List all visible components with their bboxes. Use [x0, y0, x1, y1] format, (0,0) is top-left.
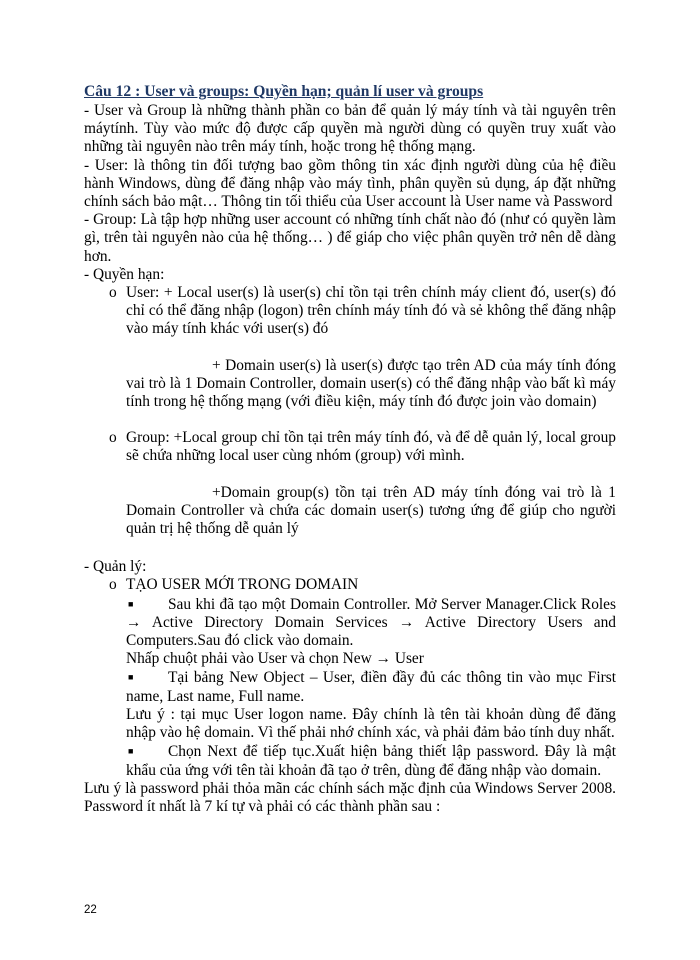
step-1-text: Sau khi đã tạo một Domain Controller. Mở Server Manager.Click Roles → Active Directory Domain Services → Active Directory Users and Computers.Sau đó click vào domain.: [126, 595, 616, 650]
step-1b-text: Nhấp chuột phải vào User và chọn New → User: [126, 650, 424, 668]
page-number: 22: [84, 904, 97, 916]
paragraph-user: - User: là thông tin đối tượng bao gồm thông tin xác định người dùng của hệ điều hành Windows, dùng để đăng nhập vào máy tình, phân quyền sủ dụng, áp đặt những chính sách bảo mật… Thông tin tối thiểu của User account là User name và Password: [84, 156, 616, 211]
note-text: Lưu ý : tại mục User logon name. Đây chính là tên tài khoản dùng để đăng nhập vào hệ domain. Vì thế phải nhớ chính xác, và phải đảm bảo tính duy nhất.: [126, 705, 616, 742]
list-item-group-local: [84, 429, 616, 465]
paragraph-group: - Group: Là tập hợp những user account có những tính chất nào đó (như có quyền làm gì, trên tài nguyên nào của hệ thống… ) để giáp cho việc phân quyền trở nên dễ dàng hơn.: [84, 211, 616, 265]
page-title: Câu 12 : User và groups: Quyền hạn; quản lí user và groups: [84, 83, 484, 100]
step-3: [84, 742, 616, 779]
circle-bullet-icon: o: [109, 284, 117, 302]
paragraph-permissions: - Quyền hạn:: [84, 265, 165, 283]
group-domain-text: +Domain group(s) tồn tại trên AD máy tính đóng vai trò là 1 Domain Controller và chứa các domain user(s) tương ứng để giúp cho người quản trị hệ thống dễ quản lý: [126, 483, 616, 538]
circle-bullet-icon: o: [109, 429, 117, 447]
create-user-heading: TẠO USER MỚI TRONG DOMAIN: [126, 576, 359, 594]
paragraph-management: - Quản lý:: [84, 558, 147, 576]
paragraph-intro: - User và Group là những thành phần co bản để quản lý máy tính và tài nguyên trên máytính. Tùy vào mức độ được cấp quyền mà người dùng có quyền truy xuất vào những tài nguyên nào trên máy tính, hoặc trong hệ thống mạng.: [84, 102, 616, 156]
step-2: [84, 668, 616, 705]
document-body: [84, 82, 616, 816]
group-local-text: Group: +Local group chỉ tồn tại trên máy tính đó, và để dễ quản lý, local group sẽ chứa những local user cùng nhóm (group) với mình.: [126, 429, 616, 465]
square-bullet-icon: ■: [128, 746, 134, 757]
circle-bullet-icon: o: [109, 576, 117, 594]
step-3-text: Chọn Next để tiếp tục.Xuất hiện bảng thiết lập password. Đây là mật khẩu của ứng với tên tài khoản đã tạo ở trên, dùng để đăng nhập vào domain.: [126, 743, 616, 779]
list-item-user-local: [84, 284, 616, 339]
square-bullet-icon: ■: [128, 672, 134, 683]
user-local-text: User: + Local user(s) là user(s) chỉ tồn tại trên chính máy client đó, user(s) đó chỉ có thể đăng nhập (logon) trên chính máy tính đó và sẻ không thể đăng nhập vào máy tính khác với user(s) đó: [126, 284, 616, 338]
step-2-text: Tại bảng New Object – User, điền đầy đủ các thông tin vào mục First name, Last name, Full name.: [126, 669, 616, 705]
user-domain-text: + Domain user(s) là user(s) được tạo trên AD của máy tính đóng vai trò là 1 Domain Controller, domain user(s) có thể đăng nhập vào bất kì máy tính trong hệ thống mạng (với điều kiện, máy tính đó được join vào domain): [126, 356, 616, 411]
list-item-create-user: [84, 576, 616, 594]
square-bullet-icon: ■: [128, 598, 134, 609]
paragraph-password-policy: Lưu ý là password phải thỏa mãn các chính sách mặc định của Windows Server 2008. Password ít nhất là 7 kí tự và phải có các thành phần sau :: [84, 779, 616, 815]
step-1: [84, 595, 616, 651]
